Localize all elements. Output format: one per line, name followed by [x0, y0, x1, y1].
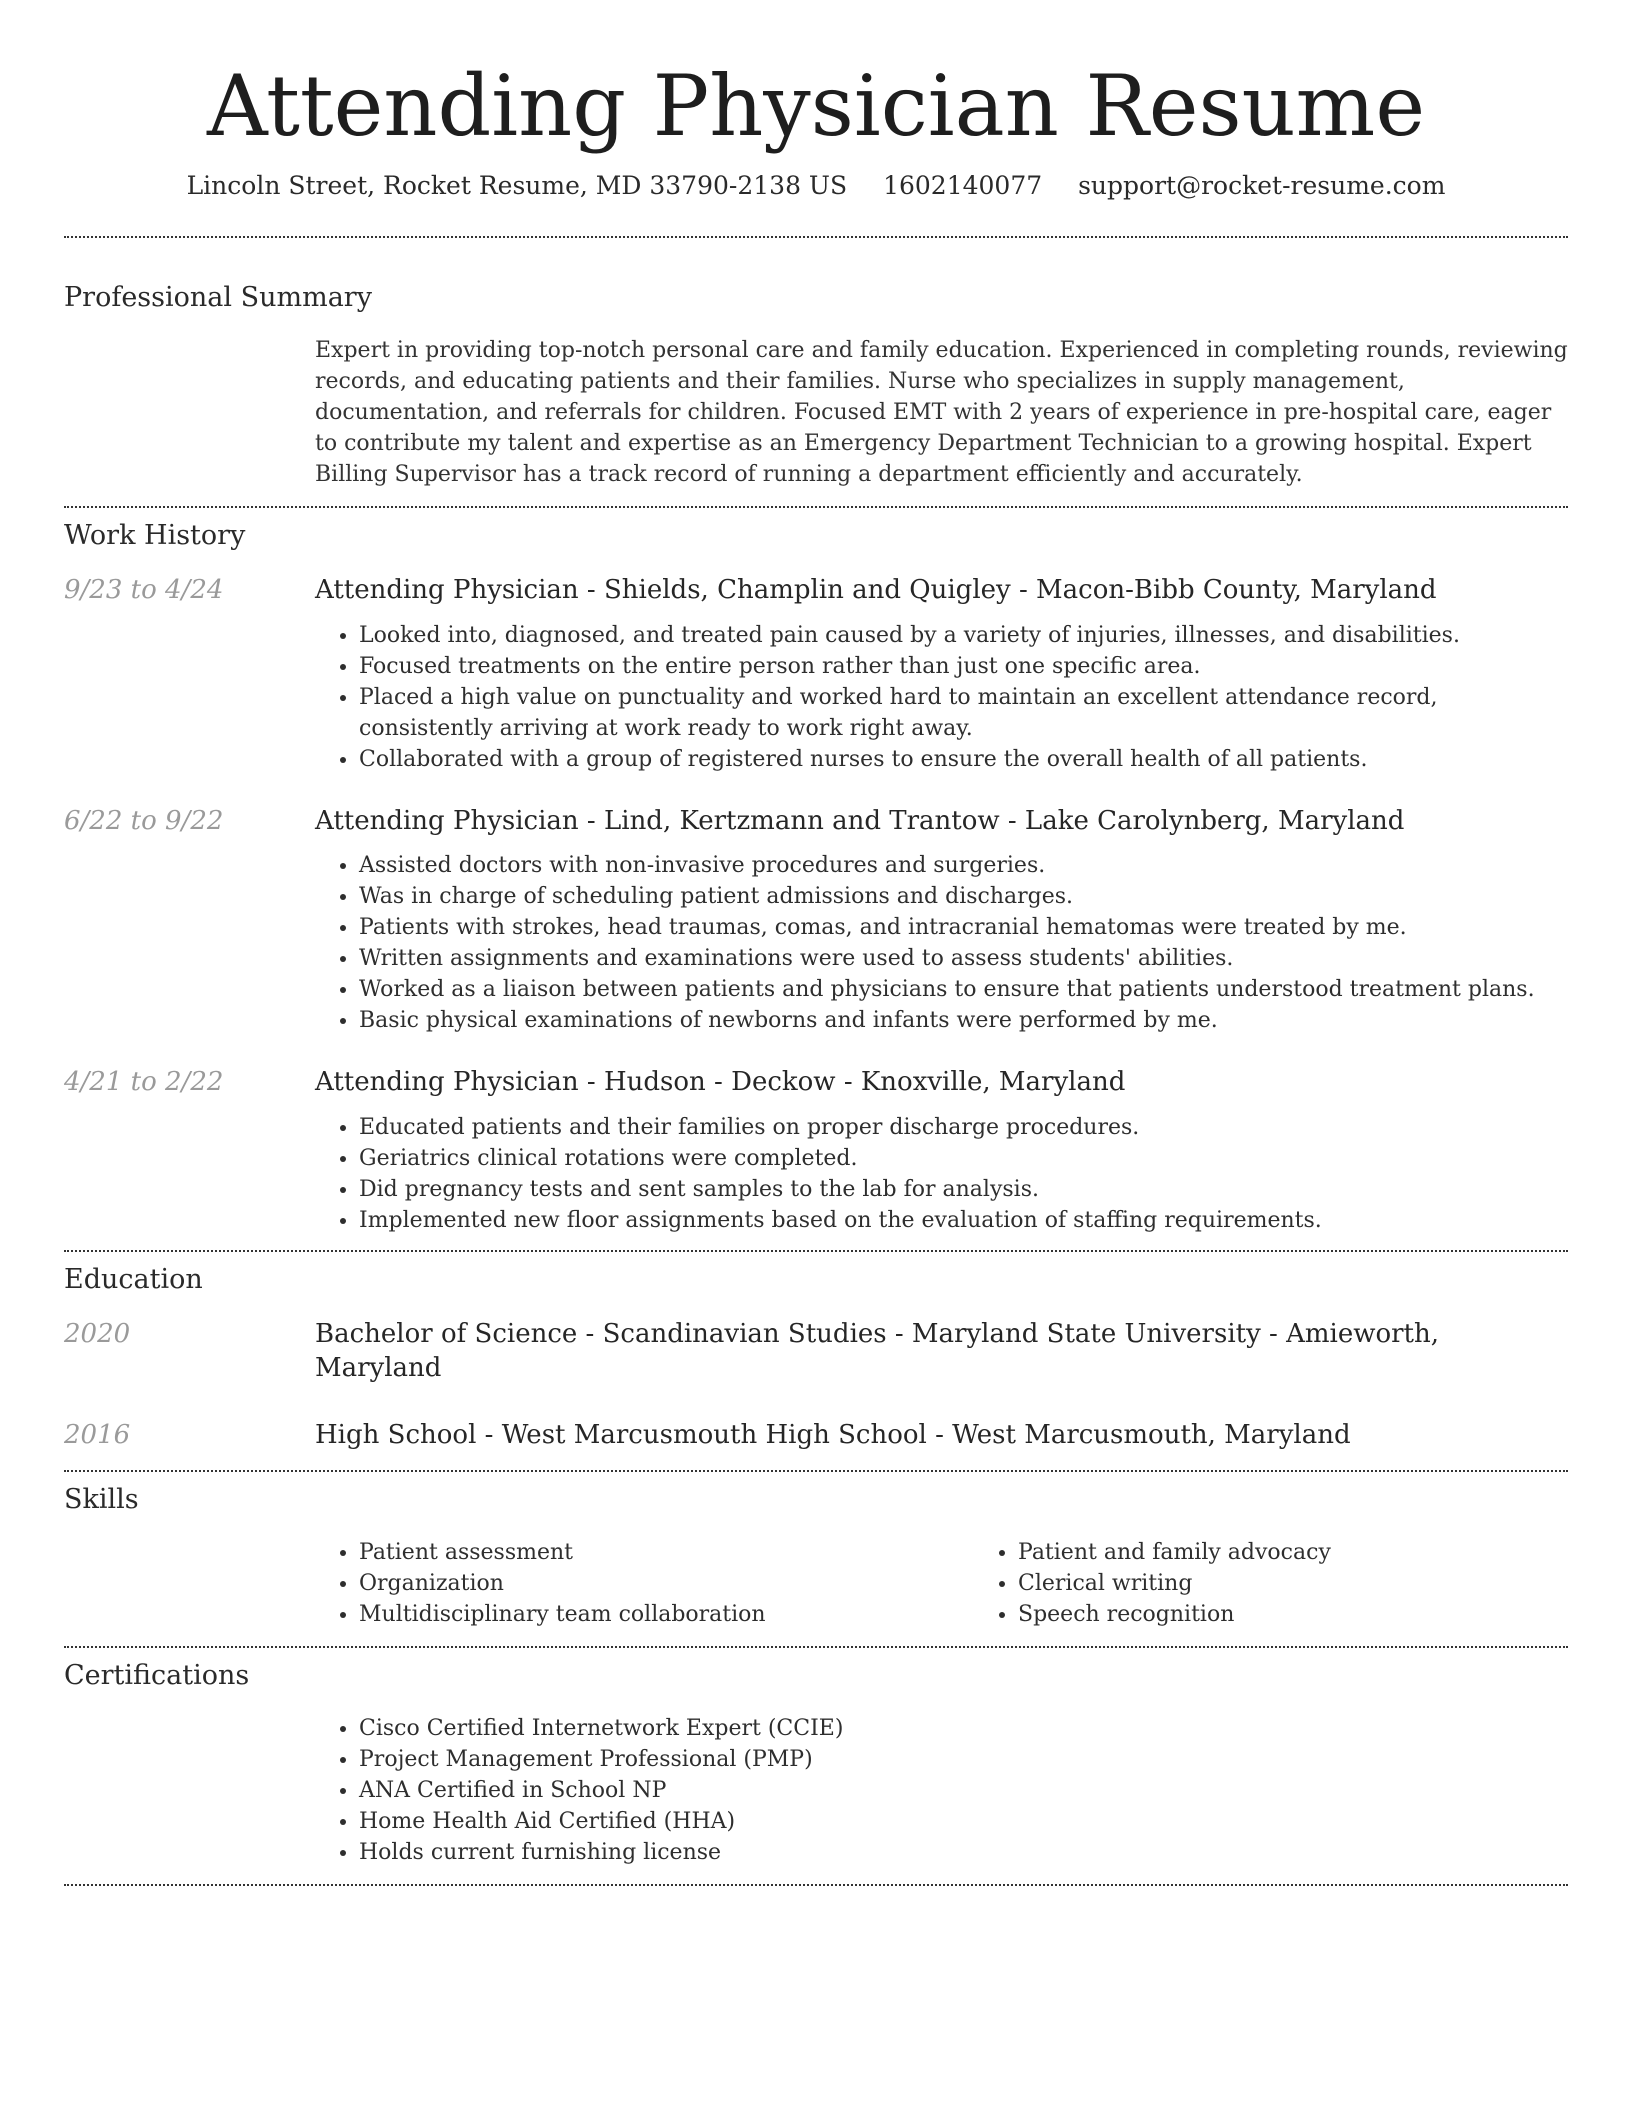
divider	[64, 1646, 1568, 1648]
skill-item: • Patient and family advocacy	[1018, 1537, 1632, 1568]
skill-item: • Organization	[359, 1568, 974, 1599]
list-item: • Written assignments and examinations were used to assess students' abilities.	[359, 943, 1568, 974]
certification-item: • Home Health Aid Certified (HHA)	[359, 1806, 1568, 1837]
skill-item: • Clerical writing	[1018, 1568, 1632, 1599]
contact-phone: 1602140077	[883, 170, 1043, 200]
education-year: 2020	[64, 1319, 131, 1350]
divider	[64, 1250, 1568, 1252]
job-entry	[64, 805, 1568, 1037]
resume-title: Attending Physician Resume	[206, 57, 1426, 155]
contact-line	[64, 171, 1568, 200]
education-section	[64, 1264, 1568, 1452]
job-title: Attending Physician - Hudson - Deckow - Knoxville, Maryland	[315, 1067, 1126, 1098]
list-item: • Worked as a liaison between patients and physicians to ensure that patients understood treatment plans.	[359, 974, 1568, 1005]
job-bullets	[315, 620, 1568, 775]
skills-section	[64, 1484, 1568, 1630]
list-item: • Patients with strokes, head traumas, comas, and intracranial hematomas were treated by me.	[359, 912, 1568, 943]
list-item: • Assisted doctors with non-invasive procedures and surgeries.	[359, 850, 1568, 881]
divider	[64, 1884, 1568, 1886]
education-heading: Education	[64, 1264, 203, 1296]
contact-address: Lincoln Street, Rocket Resume, MD 33790-2138 US	[186, 170, 848, 200]
summary-section	[64, 282, 1568, 490]
skills-column	[974, 1537, 1632, 1630]
skills-heading: Skills	[64, 1483, 139, 1515]
list-item: • Focused treatments on the entire person rather than just one specific area.	[359, 651, 1568, 682]
divider	[64, 506, 1568, 508]
skill-item: • Patient assessment	[359, 1537, 974, 1568]
job-entry	[64, 574, 1568, 775]
list-item: • Geriatrics clinical rotations were completed.	[359, 1143, 1568, 1174]
job-dates: 4/21 to 2/22	[64, 1067, 224, 1098]
education-year: 2016	[64, 1419, 131, 1450]
job-entry	[64, 1066, 1568, 1236]
contact-email: support@rocket-resume.com	[1078, 170, 1446, 200]
list-item: • Placed a high value on punctuality and worked hard to maintain an excellent attendance record, consistently arriving at work ready to work right away.	[359, 682, 1568, 744]
list-item: • Educated patients and their families on proper discharge procedures.	[359, 1112, 1568, 1143]
skills-list	[315, 1525, 1632, 1630]
work-history-heading: Work History	[64, 519, 246, 551]
education-entry	[64, 1419, 1568, 1453]
education-degree: Bachelor of Science - Scandinavian Studies - Maryland State University - Amieworth, Maryland	[315, 1319, 1440, 1383]
job-title: Attending Physician - Shields, Champlin and Quigley - Macon-Bibb County, Maryland	[315, 574, 1437, 605]
skill-item: • Multidisciplinary team collaboration	[359, 1599, 974, 1630]
list-item: • Was in charge of scheduling patient admissions and discharges.	[359, 881, 1568, 912]
list-item: • Did pregnancy tests and sent samples to the lab for analysis.	[359, 1174, 1568, 1205]
certification-item: • Cisco Certified Internetwork Expert (CCIE)	[359, 1713, 1568, 1744]
certification-item: • Project Management Professional (PMP)	[359, 1744, 1568, 1775]
resume-page	[64, 0, 1568, 1886]
divider	[64, 1470, 1568, 1472]
list-item: • Basic physical examinations of newborns and infants were performed by me.	[359, 1005, 1568, 1036]
skills-column	[315, 1537, 974, 1630]
work-history-section	[64, 520, 1568, 1236]
certification-item: • Holds current furnishing license	[359, 1837, 1568, 1868]
list-item: • Implemented new floor assignments based on the evaluation of staffing requirements.	[359, 1205, 1568, 1236]
summary-text: Expert in providing top-notch personal care and family education. Experienced in completing rounds, reviewing records, and educating patients and their families. Nurse who specializes in supply management, documentation, and referrals for children. Focused EMT with 2 years of experience in pre-hospital care, eager to contribute my talent and expertise as an Emergency Department Technician to a growing hospital. Expert Billing Supervisor has a track record of running a department efficiently and accurately.	[315, 337, 1568, 487]
education-entry	[64, 1318, 1568, 1386]
list-item: • Collaborated with a group of registered nurses to ensure the overall health of all patients.	[359, 744, 1568, 775]
certifications-section	[64, 1660, 1568, 1868]
job-dates: 9/23 to 4/24	[64, 574, 224, 605]
certifications-list	[315, 1713, 1568, 1868]
summary-heading: Professional Summary	[64, 281, 372, 313]
job-bullets	[315, 850, 1568, 1036]
certification-item: • ANA Certified in School NP	[359, 1775, 1568, 1806]
education-degree: High School - West Marcusmouth High School - West Marcusmouth, Maryland	[315, 1419, 1351, 1450]
certifications-heading: Certifications	[64, 1659, 250, 1691]
job-bullets	[315, 1112, 1568, 1236]
divider	[64, 236, 1568, 238]
job-dates: 6/22 to 9/22	[64, 805, 224, 836]
list-item: • Looked into, diagnosed, and treated pain caused by a variety of injuries, illnesses, and disabilities.	[359, 620, 1568, 651]
skill-item: • Speech recognition	[1018, 1599, 1632, 1630]
job-title: Attending Physician - Lind, Kertzmann and Trantow - Lake Carolynberg, Maryland	[315, 805, 1405, 836]
